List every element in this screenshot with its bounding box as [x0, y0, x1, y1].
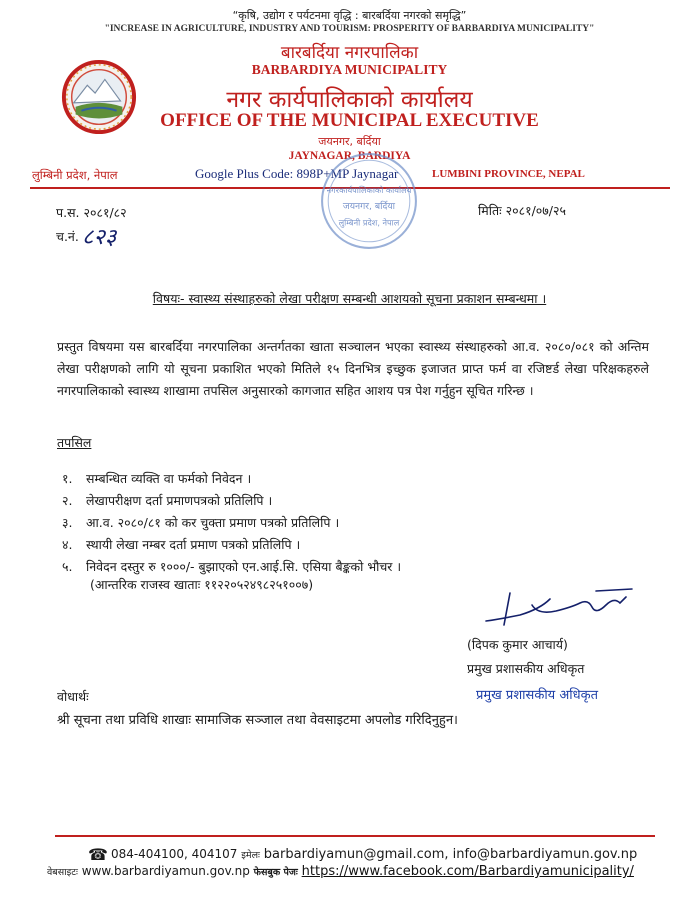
list-item-text: स्थायी लेखा नम्बर दर्ता प्रमाण पत्रको प्रतिलिपि ।	[86, 537, 301, 552]
address-nepali: जयनगर, बर्दिया	[318, 135, 381, 148]
subject-line: विषयः- स्वास्थ्य संस्थाहरुको लेखा परीक्षण सम्बन्धी आशयको सूचना प्रकाशन सम्बन्धमा ।	[152, 291, 547, 306]
handwritten-signature-icon	[480, 585, 640, 630]
chalani-label: च.नं.	[56, 229, 79, 244]
chalani-number: ८२३	[82, 225, 117, 250]
revenue-account: (आन्तरिक राजस्व खाताः ११२२०५२४९८२५१००७)	[90, 577, 314, 592]
stamp-line-3: लुम्बिनी प्रदेश, नेपाल	[338, 217, 400, 228]
list-heading: तपसिल	[57, 435, 92, 450]
tagline-nepali: “कृषि, उद्योग र पर्यटनमा वृद्धि : बारबर्दिया नगरको समृद्धि”	[232, 9, 467, 22]
list-item-text: निवेदन दस्तुर रु १०००/- बुझाएको एन.आई.सि. एसिया बैङ्कको भौचर ।	[86, 559, 402, 574]
list-item-number: ५.	[62, 559, 73, 574]
footer-web-line	[47, 864, 634, 879]
copy-recipient: श्री सूचना तथा प्रविधि शाखाः सामाजिक सञ्जाल तथा वेवसाइटमा अपलोड गरिदिनुहुन।	[57, 713, 458, 728]
office-name-nepali: नगर कार्यपालिकाको कार्यालय	[226, 87, 473, 113]
footer-website-label: वेबसाइटः	[47, 867, 78, 878]
list-item-text: लेखापरीक्षण दर्ता प्रमाणपत्रको प्रतिलिपि ।	[86, 493, 273, 508]
fiscal-year: प.स. २०८१/८२	[56, 205, 127, 220]
province-nepali: लुम्बिनी प्रदेश, नेपाल	[32, 168, 118, 182]
requirements-list	[62, 468, 401, 578]
office-name-english: OFFICE OF THE MUNICIPAL EXECUTIVE	[160, 110, 539, 131]
list-item-number: ४.	[62, 537, 73, 552]
letter-date: मितिः २०८१/०७/२५	[478, 203, 566, 218]
stamp-line-1: नगरकार्यपालिकाको कार्यालय	[326, 184, 412, 195]
footer-email-label: इमेलः	[241, 850, 260, 861]
province-english: LUMBINI PROVINCE, NEPAL	[432, 168, 585, 180]
footer-phone: 084-404100, 404107	[110, 847, 238, 861]
list-item	[62, 534, 401, 556]
google-plus-code: Google Plus Code: 898P+MP Jaynagar	[195, 166, 399, 181]
list-item-number: ३.	[62, 515, 73, 530]
footer-divider	[55, 835, 655, 837]
tagline-english: "INCREASE IN AGRICULTURE, INDUSTRY AND TOURISM: PROSPERITY OF BARBARDIYA MUNICIPALITY"	[104, 24, 595, 34]
facebook-link[interactable]: https://www.facebook.com/Barbardiyamunicipality/	[301, 864, 634, 879]
municipality-name-nepali: बारबर्दिया नगरपालिका	[280, 43, 419, 63]
footer-contact-line	[88, 845, 637, 864]
list-item	[62, 468, 401, 490]
list-item-number: १.	[62, 471, 73, 486]
body-paragraph: प्रस्तुत विषयमा यस बारबर्दिया नगरपालिका अन्तर्गतका खाता सञ्चालन भएका स्वास्थ्य संस्थाहरुको आ.व. २०८०/०८१ को अन्तिम लेखा परीक्षणको लागि यो सूचना प्रकाशित भएको मितिले १५ दिनभित्र इच्छुक इजाजत प्राप्त फर्म वा रजिष्टर्ड लेखा परिक्षकहरुले नगरपालिकाको स्वास्थ्य शाखामा तपसिल अनुसारको कागजात सहित आशय पत्र पेश गर्नुहुन सूचित गरिन्छ ।	[57, 339, 649, 398]
phone-icon: ☎	[88, 845, 108, 864]
signer-name: (दिपक कुमार आचार्य)	[467, 637, 568, 652]
municipality-name-english: BARBARDIYA MUNICIPALITY	[251, 62, 448, 77]
attention-label: वोधार्थः	[57, 689, 89, 704]
list-item-number: २.	[62, 493, 73, 508]
signer-title: प्रमुख प्रशासकीय अधिकृत	[467, 661, 585, 676]
office-stamp-icon	[318, 150, 420, 252]
list-item	[62, 490, 401, 512]
footer-facebook-label: फेसबुक पेजः	[253, 867, 298, 878]
list-item	[62, 512, 401, 534]
list-item	[62, 556, 401, 578]
stamp-line-2: जयनगर, बर्दिया	[342, 201, 396, 213]
address-english: JAYNAGAR, BARDIYA	[288, 150, 411, 162]
list-item-text: आ.व. २०८०/८१ को कर चुक्ता प्रमाण पत्रको प्रतिलिपि ।	[86, 515, 340, 530]
list-item-text: सम्बन्धित व्यक्ति वा फर्मको निवेदन ।	[86, 471, 252, 486]
footer-website[interactable]: www.barbardiyamun.gov.np	[81, 864, 250, 878]
seal-title: प्रमुख प्रशासकीय अधिकृत	[476, 688, 599, 703]
footer-emails[interactable]: barbardiyamun@gmail.com, info@barbardiyamun.gov.np	[263, 847, 638, 862]
